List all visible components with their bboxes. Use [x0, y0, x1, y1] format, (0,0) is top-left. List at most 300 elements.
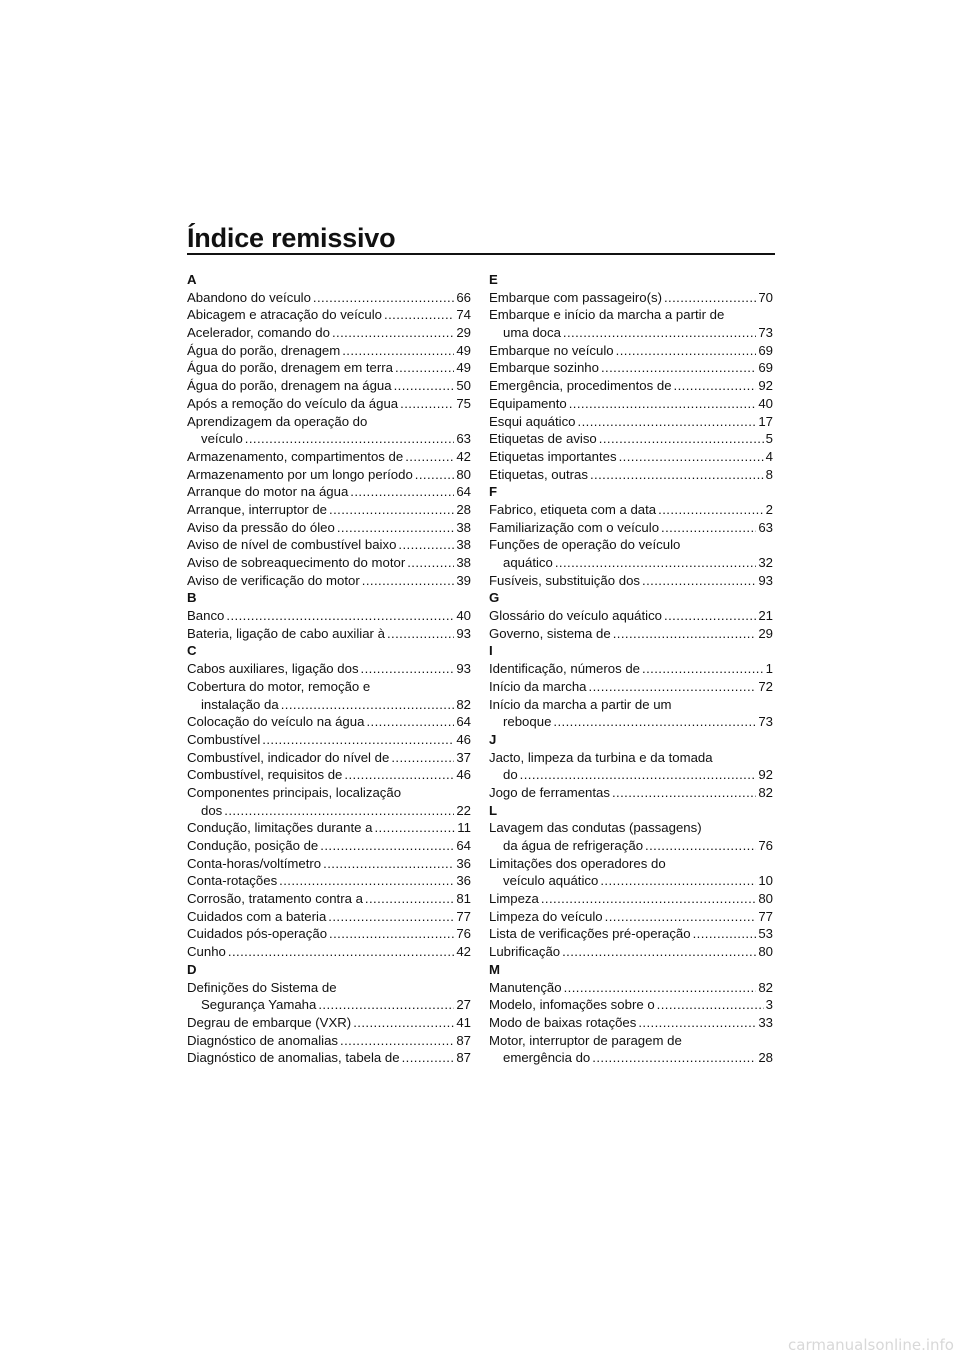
entry-text: Corrosão, tratamento contra a [187, 891, 363, 907]
entry-text: Degrau de embarque (VXR) [187, 1014, 352, 1030]
dot-leader [226, 607, 454, 625]
entry-line [489, 572, 773, 590]
entry-text: Combustível [187, 731, 261, 747]
index-entry [187, 342, 471, 360]
entry-line [187, 855, 471, 873]
index-entry [489, 466, 773, 484]
entry-line [187, 359, 471, 377]
page-number: 38 [456, 537, 471, 553]
index-entry [489, 855, 773, 890]
section-letter: J [489, 731, 497, 747]
page-number: 63 [456, 431, 471, 447]
page-number: 32 [758, 555, 773, 570]
dot-leader [664, 607, 756, 625]
dot-leader [645, 837, 756, 855]
index-entry [187, 660, 471, 678]
index-entry [489, 908, 773, 926]
page-number: 81 [456, 891, 471, 907]
index-entry [489, 819, 773, 854]
entry-text: Combustível, requisitos de [187, 767, 343, 783]
index-entry [489, 536, 773, 571]
entry-line [187, 908, 471, 926]
index-entry [187, 501, 471, 519]
page-number: 39 [456, 572, 471, 588]
entry-text: Jogo de ferramentas [489, 784, 610, 800]
page-number: 75 [456, 395, 471, 411]
entry-line [489, 979, 773, 997]
index-entry [489, 943, 773, 961]
entry-line [187, 1049, 471, 1067]
page-number: 80 [456, 466, 471, 482]
entry-text: veículo aquático [503, 873, 599, 889]
index-entry [187, 377, 471, 395]
dot-leader [592, 1049, 756, 1067]
section-letter: M [489, 961, 500, 977]
index-entry [187, 395, 471, 413]
index-entry [187, 784, 471, 819]
index-entry [187, 890, 471, 908]
dot-leader [224, 802, 454, 820]
index-entry [187, 483, 471, 501]
entry-line [187, 324, 471, 342]
dot-leader [281, 696, 455, 714]
entry-text: Identificação, números de [489, 661, 641, 677]
entry-text: Modo de baixas rotações [489, 1014, 637, 1030]
page-number: 53 [758, 926, 773, 942]
entry-text: Embarque no veículo [489, 342, 614, 358]
page-number: 36 [456, 855, 471, 871]
page-number: 49 [456, 360, 471, 376]
entry-text: Conta-horas/voltímetro [187, 855, 322, 871]
entry-text: Lubrificação [489, 944, 561, 960]
dot-leader [661, 519, 756, 537]
dot-leader [569, 395, 757, 413]
page-number: 76 [758, 838, 773, 853]
entry-text: Diagnóstico de anomalias [187, 1032, 339, 1048]
entry-text: Esqui aquático [489, 413, 576, 429]
index-entry [489, 625, 773, 643]
dot-leader [555, 554, 756, 572]
dot-leader [279, 872, 454, 890]
entry-text: Etiquetas importantes [489, 448, 617, 464]
entry-text: Limpeza [489, 891, 539, 907]
dot-leader [323, 855, 454, 873]
page-number: 28 [456, 501, 471, 517]
dot-leader [638, 1014, 756, 1032]
index-entry [187, 413, 471, 448]
index-entry [489, 784, 773, 802]
entry-text: dos [201, 802, 223, 818]
entry-text: Manutenção [489, 979, 562, 995]
page-number: 10 [758, 873, 773, 889]
entry-line [489, 1014, 773, 1032]
page-number: 93 [758, 572, 773, 588]
entry-line [489, 430, 773, 448]
index-entry [187, 625, 471, 643]
index-entry [187, 731, 471, 749]
page-number: 40 [758, 395, 773, 411]
entry-line [187, 749, 471, 767]
page-number: 66 [456, 289, 471, 305]
entry-line [489, 678, 773, 696]
entry-line [489, 1049, 773, 1067]
entry-text: Cunho [187, 944, 226, 960]
index-entry [489, 925, 773, 943]
index-entry [187, 519, 471, 537]
index-entry [489, 890, 773, 908]
dot-leader [658, 501, 764, 519]
entry-text: Armazenamento por um longo período [187, 466, 413, 482]
dot-leader [415, 466, 455, 484]
page-number: 2 [765, 501, 773, 517]
page-number: 29 [456, 325, 471, 341]
entry-text: Arranque, interruptor de [187, 501, 328, 517]
dot-leader [562, 943, 756, 961]
page-number: 93 [456, 661, 471, 677]
index-column-left [187, 271, 471, 1067]
index-entry [187, 1014, 471, 1032]
page-title: Índice remissivo [187, 223, 396, 253]
entry-line [489, 466, 773, 484]
page-number: 87 [456, 1050, 471, 1066]
entry-text-first-line: Cobertura do motor, remoção e [187, 678, 371, 694]
entry-line [489, 996, 773, 1014]
entry-text: veículo [201, 431, 243, 447]
entry-text: Colocação do veículo na água [187, 714, 365, 730]
dot-leader [391, 749, 454, 767]
index-entry [187, 324, 471, 342]
index-entry [187, 448, 471, 466]
entry-line [489, 607, 773, 625]
entry-line [187, 306, 471, 324]
entry-text: Segurança Yamaha [201, 997, 317, 1013]
entry-line [187, 996, 471, 1014]
entry-text-first-line: Limitações dos operadores do [489, 855, 666, 871]
section-letter: L [489, 802, 498, 818]
index-entry [489, 430, 773, 448]
entry-line [187, 466, 471, 484]
index-entry [489, 696, 773, 731]
index-entry [489, 678, 773, 696]
dot-leader [398, 536, 454, 554]
dot-leader [674, 377, 757, 395]
entry-text: Aviso da pressão do óleo [187, 519, 335, 535]
dot-leader [664, 289, 756, 307]
entry-line [187, 890, 471, 908]
index-entry [187, 466, 471, 484]
page-number: 70 [758, 289, 773, 305]
dot-leader [228, 943, 454, 961]
entry-line [489, 448, 773, 466]
page-number: 76 [456, 926, 471, 942]
index-entry [489, 448, 773, 466]
page-number: 11 [457, 820, 471, 836]
page-number: 42 [456, 944, 471, 960]
entry-text: Cabos auxiliares, ligação dos [187, 661, 359, 677]
entry-line [489, 925, 773, 943]
dot-leader [642, 660, 764, 678]
index-entry [187, 925, 471, 943]
entry-line [187, 572, 471, 590]
entry-text: Modelo, infomações sobre o [489, 997, 655, 1013]
index-entry [187, 607, 471, 625]
entry-line [489, 872, 773, 890]
page-number: 64 [456, 484, 471, 500]
section-letter: C [187, 643, 197, 659]
dot-leader [600, 872, 756, 890]
title-rule [187, 253, 775, 255]
index-entry [187, 678, 471, 713]
entry-text-first-line: Embarque e início da marcha a partir de [489, 307, 725, 323]
page-number: 33 [758, 1014, 773, 1030]
entry-line [187, 731, 471, 749]
entry-text: Familiarização com o veículo [489, 519, 660, 535]
dot-leader [365, 890, 454, 908]
entry-text: Fabrico, etiqueta com a data [489, 501, 657, 517]
index-entry [187, 554, 471, 572]
entry-text: Água do porão, drenagem [187, 342, 341, 358]
index-entry [489, 413, 773, 431]
entry-text: Armazenamento, compartimentos de [187, 448, 404, 464]
section-letter: I [489, 643, 493, 659]
index-entry [489, 607, 773, 625]
section-letter: B [187, 590, 197, 606]
entry-text-first-line: Componentes principais, localização [187, 784, 402, 800]
entry-line [489, 660, 773, 678]
page-number: 63 [758, 519, 773, 535]
entry-text: Limpeza do veículo [489, 908, 603, 924]
page-number: 77 [456, 908, 471, 924]
entry-line [187, 377, 471, 395]
dot-leader [541, 890, 756, 908]
index-entry [489, 289, 773, 307]
page-number: 93 [456, 625, 471, 641]
entry-text: instalação da [201, 696, 279, 712]
index-entry [187, 837, 471, 855]
page-number: 17 [758, 413, 773, 429]
dot-leader [616, 342, 757, 360]
entry-text: Cuidados com a bateria [187, 908, 327, 924]
dot-leader [599, 430, 764, 448]
entry-text: Condução, limitações durante a [187, 820, 373, 836]
index-entry [187, 766, 471, 784]
index-entry [489, 660, 773, 678]
page-number: 69 [758, 360, 773, 376]
dot-leader [395, 359, 454, 377]
entry-line [489, 908, 773, 926]
index-entry [187, 855, 471, 873]
page-number: 1 [765, 661, 773, 677]
dot-leader [553, 713, 756, 731]
index-entry [187, 979, 471, 1014]
page-number: 50 [456, 378, 471, 394]
page-number: 22 [456, 802, 471, 818]
entry-text: Aviso de verificação do motor [187, 572, 360, 588]
page-number: 4 [765, 448, 773, 464]
entry-line [489, 342, 773, 360]
section-letter: D [187, 961, 197, 977]
entry-line [489, 324, 773, 342]
index-entry [187, 306, 471, 324]
entry-text-first-line: Início da marcha a partir de um [489, 696, 672, 712]
entry-text: emergência do [503, 1050, 591, 1066]
entry-line [489, 943, 773, 961]
page-number: 5 [765, 431, 773, 447]
entry-line [187, 819, 471, 837]
entry-text: Governo, sistema de [489, 625, 611, 641]
index-entry [187, 1032, 471, 1050]
page-number: 40 [456, 608, 471, 624]
index-entry [489, 342, 773, 360]
index-entry [187, 713, 471, 731]
index-entry [489, 395, 773, 413]
entry-line [489, 501, 773, 519]
entry-line [187, 289, 471, 307]
dot-leader [374, 819, 455, 837]
page-number: 42 [456, 448, 471, 464]
entry-text-first-line: Funções de operação do veículo [489, 537, 681, 553]
section-letter: F [489, 484, 498, 500]
index-entry [489, 306, 773, 341]
entry-line [187, 536, 471, 554]
entry-line [187, 625, 471, 643]
entry-line [187, 872, 471, 890]
dot-leader [564, 979, 757, 997]
entry-text: aquático [503, 555, 553, 570]
dot-leader [342, 342, 454, 360]
index-entry [187, 908, 471, 926]
index-entry [489, 979, 773, 997]
entry-text: Etiquetas, outras [489, 466, 588, 482]
dot-leader [605, 908, 757, 926]
page-number: 82 [456, 696, 471, 712]
dot-leader [601, 359, 756, 377]
dot-leader [563, 324, 756, 342]
entry-text-first-line: Aprendizagem da operação do [187, 413, 368, 429]
dot-leader [578, 413, 757, 431]
page-number: 92 [758, 378, 773, 394]
page-number: 3 [765, 997, 773, 1013]
entry-line [489, 359, 773, 377]
dot-leader [394, 377, 455, 395]
page-number: 82 [758, 979, 773, 995]
index-entry [489, 359, 773, 377]
page-number: 49 [456, 342, 471, 358]
dot-leader [329, 501, 454, 519]
entry-text: Embarque sozinho [489, 360, 599, 376]
watermark: carmanualsonline.info [788, 1336, 954, 1354]
dot-leader [520, 766, 757, 784]
dot-leader [384, 306, 454, 324]
page-number: 36 [456, 873, 471, 889]
dot-leader [350, 483, 454, 501]
entry-text-first-line: Definições do Sistema de [187, 979, 337, 995]
entry-text: Combustível, indicador do nível de [187, 749, 390, 765]
entry-text: Cuidados pós-operação [187, 926, 328, 942]
page-number: 73 [758, 714, 773, 730]
index-entry [187, 1049, 471, 1067]
index-entry [187, 289, 471, 307]
page-number: 27 [456, 997, 471, 1013]
index-entry [489, 1032, 773, 1067]
entry-text: Glossário do veículo aquático [489, 608, 663, 624]
entry-line [187, 766, 471, 784]
entry-text: Lista de verificações pré-operação [489, 926, 691, 942]
entry-text: Aviso de nível de combustível baixo [187, 537, 397, 553]
index-entry [187, 819, 471, 837]
page-number: 92 [758, 767, 773, 783]
entry-text: Equipamento [489, 395, 567, 411]
entry-line [187, 395, 471, 413]
dot-leader [693, 925, 757, 943]
entry-text: Condução, posição de [187, 838, 319, 853]
entry-line [489, 837, 773, 855]
dot-leader [329, 925, 454, 943]
page-number: 64 [456, 838, 471, 853]
dot-leader [328, 908, 454, 926]
index-entry [187, 572, 471, 590]
dot-leader [344, 766, 454, 784]
dot-leader [657, 996, 764, 1014]
entry-text: Água do porão, drenagem em terra [187, 360, 393, 376]
dot-leader [337, 519, 454, 537]
dot-leader [313, 289, 454, 307]
entry-text: Abicagem e atracação do veículo [187, 307, 382, 323]
entry-line [489, 395, 773, 413]
entry-line [187, 837, 471, 855]
entry-line [187, 501, 471, 519]
entry-text: Embarque com passageiro(s) [489, 289, 662, 305]
entry-line [187, 943, 471, 961]
entry-text: Acelerador, comando do [187, 325, 330, 341]
dot-leader [262, 731, 454, 749]
entry-line [187, 607, 471, 625]
index-column-right [489, 271, 773, 1067]
index-entry [187, 872, 471, 890]
page-number: 38 [456, 519, 471, 535]
entry-text: Banco [187, 608, 225, 624]
entry-text: Diagnóstico de anomalias, tabela de [187, 1050, 400, 1066]
dot-leader [619, 448, 764, 466]
section-letter: E [489, 272, 498, 287]
entry-line [489, 625, 773, 643]
entry-line [187, 1014, 471, 1032]
page-number: 87 [456, 1032, 471, 1048]
entry-line [187, 1032, 471, 1050]
entry-text: uma doca [503, 325, 561, 341]
index-entry [489, 501, 773, 519]
entry-line [187, 554, 471, 572]
entry-text-first-line: Jacto, limpeza da turbina e da tomada [489, 749, 713, 765]
dot-leader [387, 625, 454, 643]
section-letter: A [187, 272, 197, 287]
dot-leader [589, 678, 757, 696]
page-number: 69 [758, 342, 773, 358]
entry-text: Aviso de sobreaquecimento do motor [187, 555, 406, 570]
entry-text: Conta-rotações [187, 873, 278, 889]
entry-text: Início da marcha [489, 678, 587, 694]
index-entry [187, 359, 471, 377]
entry-line [187, 483, 471, 501]
entry-line [489, 713, 773, 731]
entry-text: reboque [503, 714, 552, 730]
dot-leader [318, 996, 454, 1014]
page-number: 29 [758, 625, 773, 641]
index-entry [187, 536, 471, 554]
entry-line [187, 342, 471, 360]
dot-leader [612, 784, 756, 802]
entry-text: Etiquetas de aviso [489, 431, 597, 447]
